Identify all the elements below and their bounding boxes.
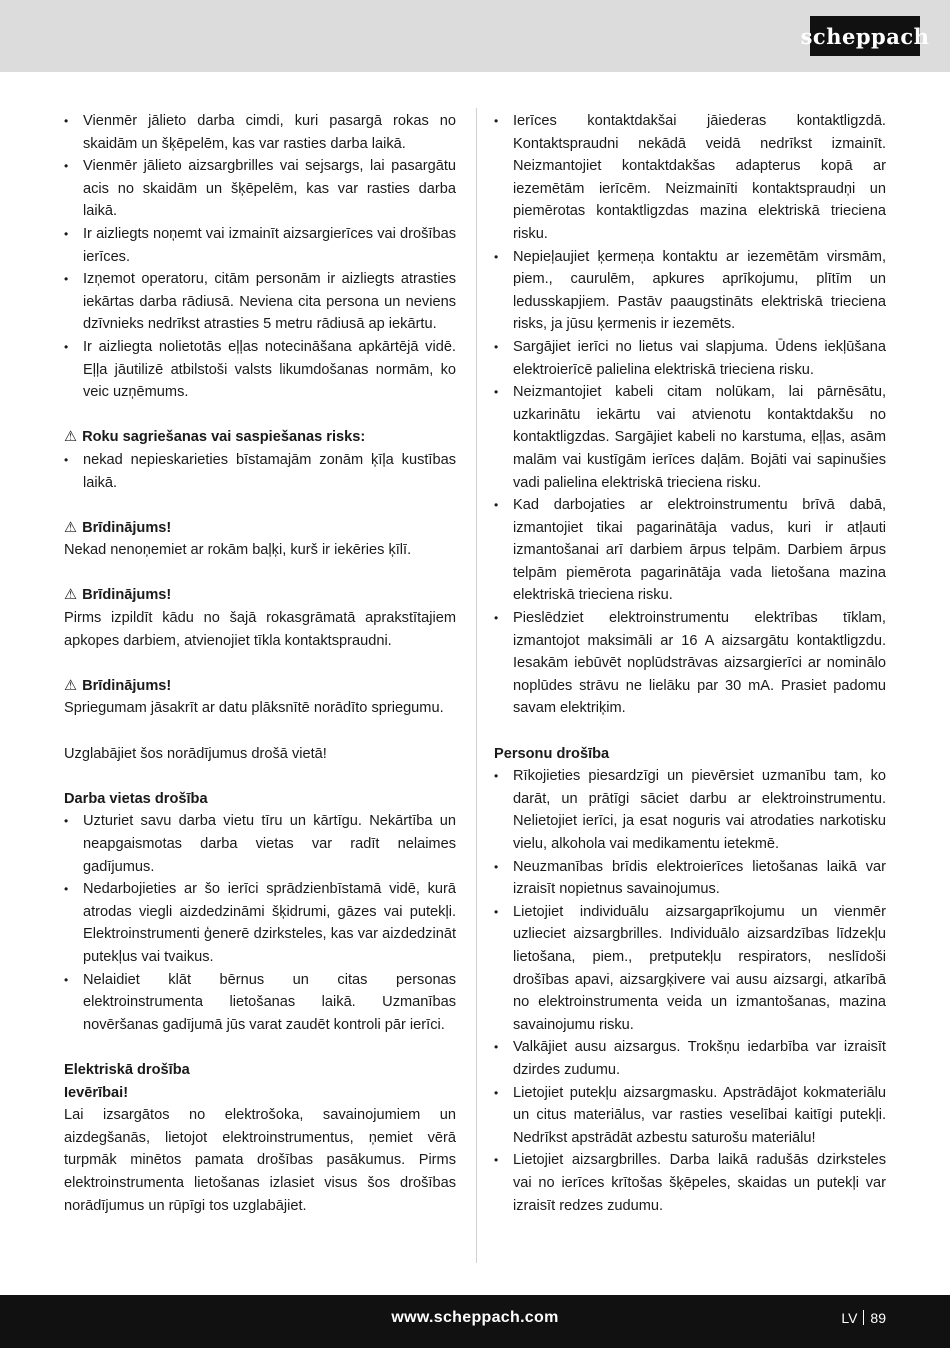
list-item: • Izņemot operatoru, citām personām ir aizliegts atrasties iekārtas darba rādiusā. Neviena cita persona un neviens dzīvnieks nedrīkst atrasties 5 metru rādiusā ap iekārtu. xyxy=(64,268,456,336)
header-band xyxy=(0,0,950,72)
intro-bullet-list xyxy=(64,110,456,404)
list-item: • Neizmantojiet kabeli citam nolūkam, lai pārnēsātu, uzkarinātu iekārtu vai atvienotu kontaktdakšu no kontaktligzdas. Sargājiet kabeli no karstuma, eļļas, asām malām vai kustīgām ierīces daļām. Bojāti vai sapinušies vadi palielina elektriskā trieciena risku. xyxy=(494,381,886,494)
attention-heading: Ievērībai! xyxy=(64,1084,129,1101)
list-item: • Nepieļaujiet ķermeņa kontaktu ar iezemētām virsmām, piem., caurulēm, apkures aprīkojumu, plītīm un ledusskapjiem. Pastāv paaugstināts elektriskā trieciena risks, ja jūsu ķermenis ir iezemēts. xyxy=(494,246,886,336)
list-item: • Ierīces kontaktdakšai jāiederas kontaktligzdā. Kontaktspraudni nekādā veidā nedrīkst izmainīt. Neizmantojiet kontaktdakšas adapterus kopā ar iezemētām ierīcēm. Neizmainīti kontaktspraudņi un piemērotas kontaktligzdas mazina elektriskā trieciena risku. xyxy=(494,110,886,246)
electrical-intro-text: Lai izsargātos no elektrošoka, savainojumiem un aizdegšanās, lietojot elektroinstrumentus, ņemiet vērā turpmāk minētos pamata drošības pasākumus. Pirms elektroinstrumenta lietošanas izlasiet visus šos drošības norādījumus un rūpīgi tos uzglabājiet. xyxy=(64,1107,456,1214)
list-item: • Lietojiet putekļu aizsargmasku. Apstrādājot kokmateriālu un citus materiālus, var rasties veselībai kaitīgi putekļi. Nedrīkst apstrādāt azbestu saturošu materiālu! xyxy=(494,1082,886,1150)
footer-bar xyxy=(0,1295,950,1348)
list-item: • Uzturiet savu darba vietu tīru un kārtīgu. Nekārtība un neapgaismotas darba vietas var radīt nelaimes gadījumus. xyxy=(64,810,456,878)
list-item: • Lietojiet individuālu aizsargaprīkojumu un vienmēr uzlieciet aizsargbrilles. Individuālo aizsardzības līdzekļu lietošana, piem., pretputekļu respirators, neslīdoši drošības apavi, aizsargķivere vai ausu aizsargi, atkarībā no elektroinstrumenta veida un izmantošanas, mazina savainojumu risku. xyxy=(494,901,886,1037)
crush-risk-heading: ⚠ Roku sagriešanas vai saspiešanas risks: xyxy=(64,426,456,449)
list-item: • Nedarbojieties ar šo ierīci sprādzienbīstamā vidē, kurā atrodas viegli aizdedzināmi šķidrumi, gāzes vai putekļi. Elektroinstrumenti ģenerē dzirksteles, kas var aizdedzināt putekļus vai tvaikus. xyxy=(64,878,456,968)
list-item: • Pieslēdziet elektroinstrumentu elektrības tīklam, izmantojot maksimāli ar 16 A aizsargātu kontaktligzdu. Iesakām iebūvēt noplūdstrāvas aizsargierīci ar nominālo noplūdes strāvu ne lielāku par 30 mA. Prasiet padomu savam elektriķim. xyxy=(494,607,886,720)
website-link[interactable]: www.scheppach.com xyxy=(391,1309,559,1326)
right-column xyxy=(494,110,886,1217)
warning-text: Nekad nenoņemiet ar rokām baļķi, kurš ir iekēries ķīlī. xyxy=(64,542,412,559)
brand-logo: scheppach xyxy=(810,16,920,56)
list-item: • Sargājiet ierīci no lietus vai slapjuma. Ūdens iekļūšana elektroierīcē palielina elektriskā trieciena risku. xyxy=(494,336,886,381)
electrical-bullet-list xyxy=(494,110,886,720)
list-item: • Lietojiet aizsargbrilles. Darba laikā radušās dzirksteles vai no ierīces krītošas šķēpeles, skaidas un putekļi var izraisīt redzes zudumu. xyxy=(494,1149,886,1217)
warning-heading: ⚠ Brīdinājums! xyxy=(64,584,456,607)
list-item: • nekad nepieskarieties bīstamajām zonām ķīļa kustības laikā. xyxy=(64,449,456,494)
page-number: 89 xyxy=(870,1310,886,1326)
list-item: • Valkājiet ausu aizsargus. Trokšņu iedarbība var izraisīt dzirdes zudumu. xyxy=(494,1036,886,1081)
warning-triangle-icon: ⚠ xyxy=(64,677,78,694)
warning-triangle-icon: ⚠ xyxy=(64,587,78,604)
language-code: LV xyxy=(841,1310,858,1326)
list-item: • Neuzmanības brīdis elektroierīces lietošanas laikā var izraisīt nopietnus savainojumus. xyxy=(494,856,886,901)
list-item: • Nelaidiet klāt bērnus un citas personas elektroinstrumenta lietošanas laikā. Uzmanības novēršanas gadījumā jūs varat zaudēt kontroli pār ierīci. xyxy=(64,969,456,1037)
list-item: • Rīkojieties piesardzīgi un pievērsiet uzmanību tam, ko darāt, un prātīgi sāciet darbu ar elektroinstrumentu. Nelietojiet ierīci, ja esat noguris vai atrodaties narkotisku vielu, alkohola vai medikamentu ietekmē. xyxy=(494,765,886,855)
warning-heading: ⚠ Brīdinājums! xyxy=(64,517,456,540)
personal-safety-heading: Personu drošība xyxy=(494,745,610,762)
page-indicator xyxy=(841,1310,886,1326)
workplace-safety-heading: Darba vietas drošība xyxy=(64,790,208,807)
warning-text: Pirms izpildīt kādu no šajā rokasgrāmatā aprakstītajiem apkopes darbiem, atvienojiet tīkla kontaktspraudni. xyxy=(64,610,456,649)
electrical-safety-heading: Elektriskā drošība xyxy=(64,1061,190,1078)
warning-triangle-icon: ⚠ xyxy=(64,429,78,446)
list-item: • Kad darbojaties ar elektroinstrumentu brīvā dabā, izmantojiet tikai pagarinātāja vadus, kuri ir atļauti izmantošanai arī darbiem ārpus telpām. Darbiem ārpus telpām piemērota pagarinātāja vada lietošana mazina elektriskā trieciena risku. xyxy=(494,494,886,607)
list-item: • Ir aizliegts noņemt vai izmainīt aizsargierīces vai drošības ierīces. xyxy=(64,223,456,268)
list-item: • Vienmēr jālieto aizsargbrilles vai sejsargs, lai pasargātu acis no skaidām un šķēpelēm, kas var rasties darba laikā. xyxy=(64,155,456,223)
column-divider xyxy=(476,108,477,1263)
list-item: • Vienmēr jālieto darba cimdi, kuri pasargā rokas no skaidām un šķēpelēm, kas var rasties darba laikā. xyxy=(64,110,456,155)
warning-heading: ⚠ Brīdinājums! xyxy=(64,675,456,698)
left-column xyxy=(64,110,456,1217)
keep-note: Uzglabājiet šos norādījumus drošā vietā! xyxy=(64,745,327,762)
warning-triangle-icon: ⚠ xyxy=(64,519,78,536)
list-item: • Ir aizliegta nolietotās eļļas notecināšana apkārtējā vidē. Eļļa jāutilizē atbilstoši valsts likumdošanas normām, ko veic uzņēmums. xyxy=(64,336,456,404)
warning-text: Spriegumam jāsakrīt ar datu plāksnītē norādīto spriegumu. xyxy=(64,700,444,717)
